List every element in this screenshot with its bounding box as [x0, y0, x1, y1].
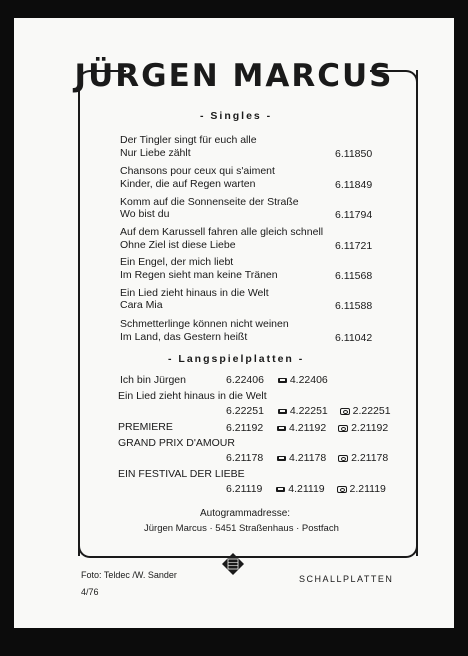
cassette-icon — [277, 426, 286, 431]
single-catalog: 6.11042 — [335, 332, 373, 344]
single-title-b: Wo bist du — [120, 208, 170, 220]
single-catalog: 6.11849 — [335, 179, 373, 191]
lp-title: Ein Lied zieht hinaus in die Welt — [118, 390, 267, 402]
lp-catalog: 6.22251 — [226, 405, 264, 417]
lp-title: EIN FESTIVAL DER LIEBE — [118, 468, 245, 480]
address-line: Jürgen Marcus · 5451 Straßenhaus · Postfach — [144, 523, 339, 534]
mc-catalog: 4.21178 — [289, 452, 327, 464]
single-title-a: Auf dem Karussell fahren alle gleich schnell — [120, 226, 324, 238]
lp-catalog: 6.21192 — [226, 422, 264, 434]
date-code: 4/76 — [81, 587, 99, 597]
lps-heading: - Langspielplatten - — [168, 353, 305, 365]
single-title-a: Ein Engel, der mich liebt — [120, 256, 234, 268]
single-catalog: 6.11850 — [335, 148, 373, 160]
tape-catalog: 2.21119 — [349, 483, 386, 495]
single-title-a: Komm auf die Sonnenseite der Straße — [120, 196, 299, 208]
lp-catalog: 6.21178 — [226, 452, 264, 464]
address-label: Autogrammadresse: — [200, 508, 291, 519]
single-title-a: Ein Lied zieht hinaus in die Welt — [120, 287, 269, 299]
cassette-icon — [278, 409, 287, 414]
tape-cartridge-icon — [340, 408, 350, 415]
single-title-a: Chansons pour ceux qui s'aiment — [120, 165, 275, 177]
mc-catalog: 4.22406 — [289, 374, 328, 386]
lp-title: Ich bin Jürgen — [120, 374, 186, 386]
photo-credit: Foto: Teldec /W. Sander — [81, 570, 177, 580]
tape-catalog: 2.22251 — [352, 405, 391, 417]
single-title-b: Im Regen sieht man keine Tränen — [120, 269, 278, 281]
single-title-b: Cara Mia — [120, 299, 163, 311]
tape-cartridge-icon — [338, 455, 348, 462]
tape-cartridge-icon — [338, 425, 348, 432]
mc-catalog: 4.21192 — [289, 422, 327, 434]
lp-catalog: 6.22406 — [226, 374, 264, 386]
single-catalog: 6.11721 — [335, 240, 373, 252]
single-title-a: Schmetterlinge können nicht weinen — [120, 318, 289, 330]
single-catalog: 6.11794 — [335, 209, 373, 221]
single-title-b: Im Land, das Gestern heißt — [120, 331, 248, 343]
cassette-icon — [276, 487, 285, 492]
single-title-b: Kinder, die auf Regen warten — [120, 178, 256, 190]
single-title-a: Der Tingler singt für euch alle — [120, 134, 257, 146]
mc-catalog: 4.21119 — [288, 483, 325, 495]
brand-tagline: SCHALLPLATTEN — [299, 574, 394, 584]
lp-catalog: 6.21119 — [226, 483, 263, 495]
cassette-icon — [277, 456, 286, 461]
single-catalog: 6.11568 — [335, 270, 373, 282]
single-title-b: Nur Liebe zählt — [120, 147, 191, 159]
telefunken-logo — [222, 553, 244, 575]
lp-title: GRAND PRIX D'AMOUR — [118, 437, 235, 449]
artist-title: JÜRGEN MARCUS — [74, 58, 394, 94]
mc-catalog: 4.22251 — [289, 405, 328, 417]
single-catalog: 6.11588 — [335, 300, 373, 312]
tape-catalog: 2.21192 — [351, 422, 389, 434]
single-title-b: Ohne Ziel ist diese Liebe — [120, 239, 236, 251]
tape-catalog: 2.21178 — [351, 452, 389, 464]
singles-heading: - Singles - — [200, 110, 273, 122]
lp-title: PREMIERE — [118, 421, 173, 433]
cassette-icon — [278, 378, 287, 383]
tape-cartridge-icon — [337, 486, 347, 493]
